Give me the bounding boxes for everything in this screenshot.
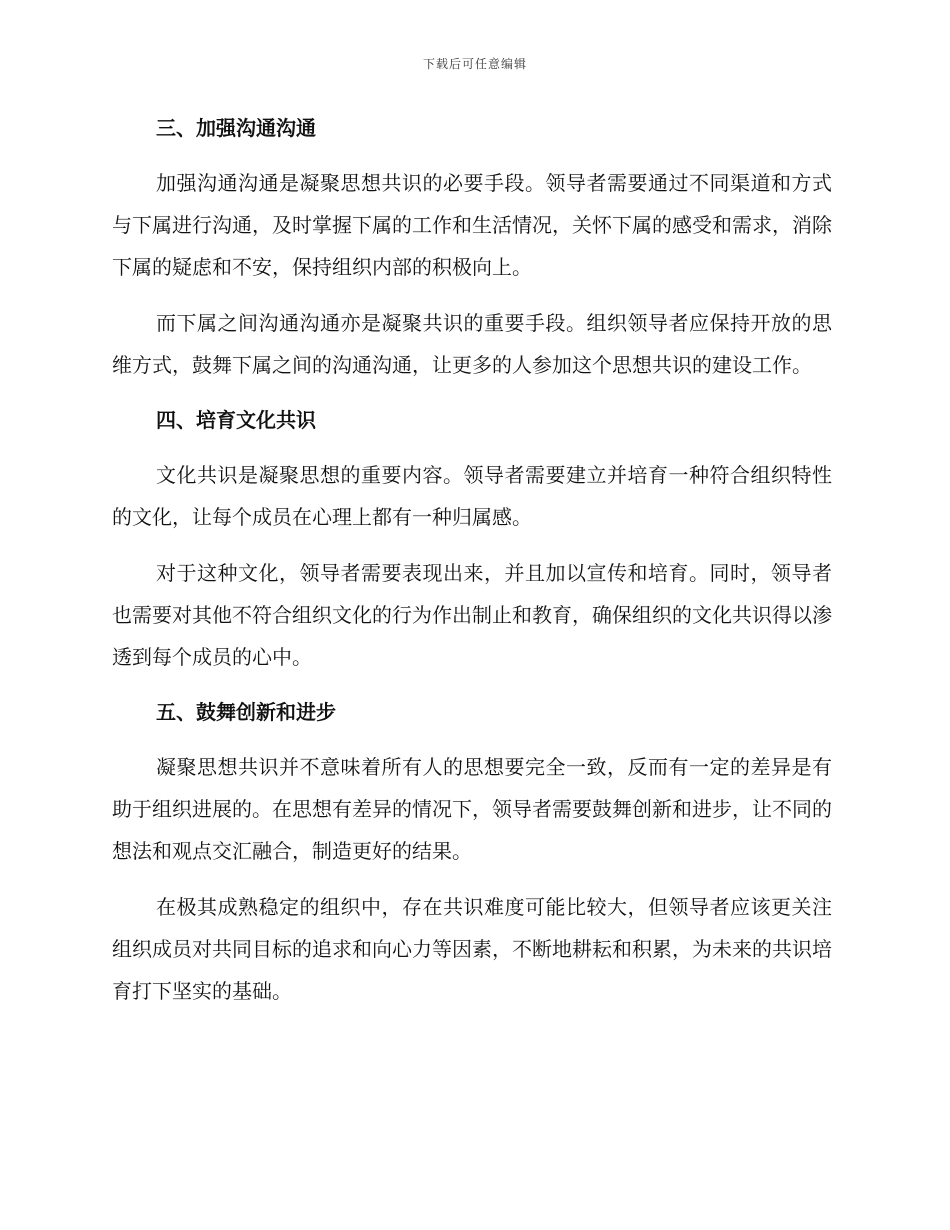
section-heading: 五、鼓舞创新和进步 bbox=[156, 700, 336, 724]
document-body bbox=[112, 108, 832, 1026]
section-communication bbox=[112, 108, 832, 386]
section-culture bbox=[112, 400, 832, 678]
section-innovation bbox=[112, 692, 832, 1012]
paragraph: 而下属之间沟通沟通亦是凝聚共识的重要手段。组织领导者应保持开放的思维方式，鼓舞下属之间的沟通沟通，让更多的人参加这个思想共识的建设工作。 bbox=[112, 311, 832, 377]
paragraph: 加强沟通沟通是凝聚思想共识的必要手段。领导者需要通过不同渠道和方式与下属进行沟通，及时掌握下属的工作和生活情况，关怀下属的感受和需求，消除下属的疑虑和不安，保持组织内部的积极向上。 bbox=[112, 171, 832, 279]
section-heading: 三、加强沟通沟通 bbox=[156, 116, 316, 140]
paragraph: 对于这种文化，领导者需要表现出来，并且加以宣传和培育。同时，领导者也需要对其他不符合组织文化的行为作出制止和教育，确保组织的文化共识得以渗透到每个成员的心中。 bbox=[112, 561, 832, 669]
paragraph: 凝聚思想共识并不意味着所有人的思想要完全一致，反而有一定的差异是有助于组织进展的。在思想有差异的情况下，领导者需要鼓舞创新和进步，让不同的想法和观点交汇融合，制造更好的结果。 bbox=[112, 755, 832, 863]
paragraph: 在极其成熟稳定的组织中，存在共识难度可能比较大，但领导者应该更关注组织成员对共同目标的追求和向心力等因素，不断地耕耘和积累，为未来的共识培育打下坚实的基础。 bbox=[112, 895, 832, 1003]
section-heading: 四、培育文化共识 bbox=[156, 408, 316, 432]
page-header: 下载后可任意编辑 bbox=[422, 57, 527, 71]
paragraph: 文化共识是凝聚思想的重要内容。领导者需要建立并培育一种符合组织特性的文化，让每个成员在心理上都有一种归属感。 bbox=[112, 463, 832, 529]
